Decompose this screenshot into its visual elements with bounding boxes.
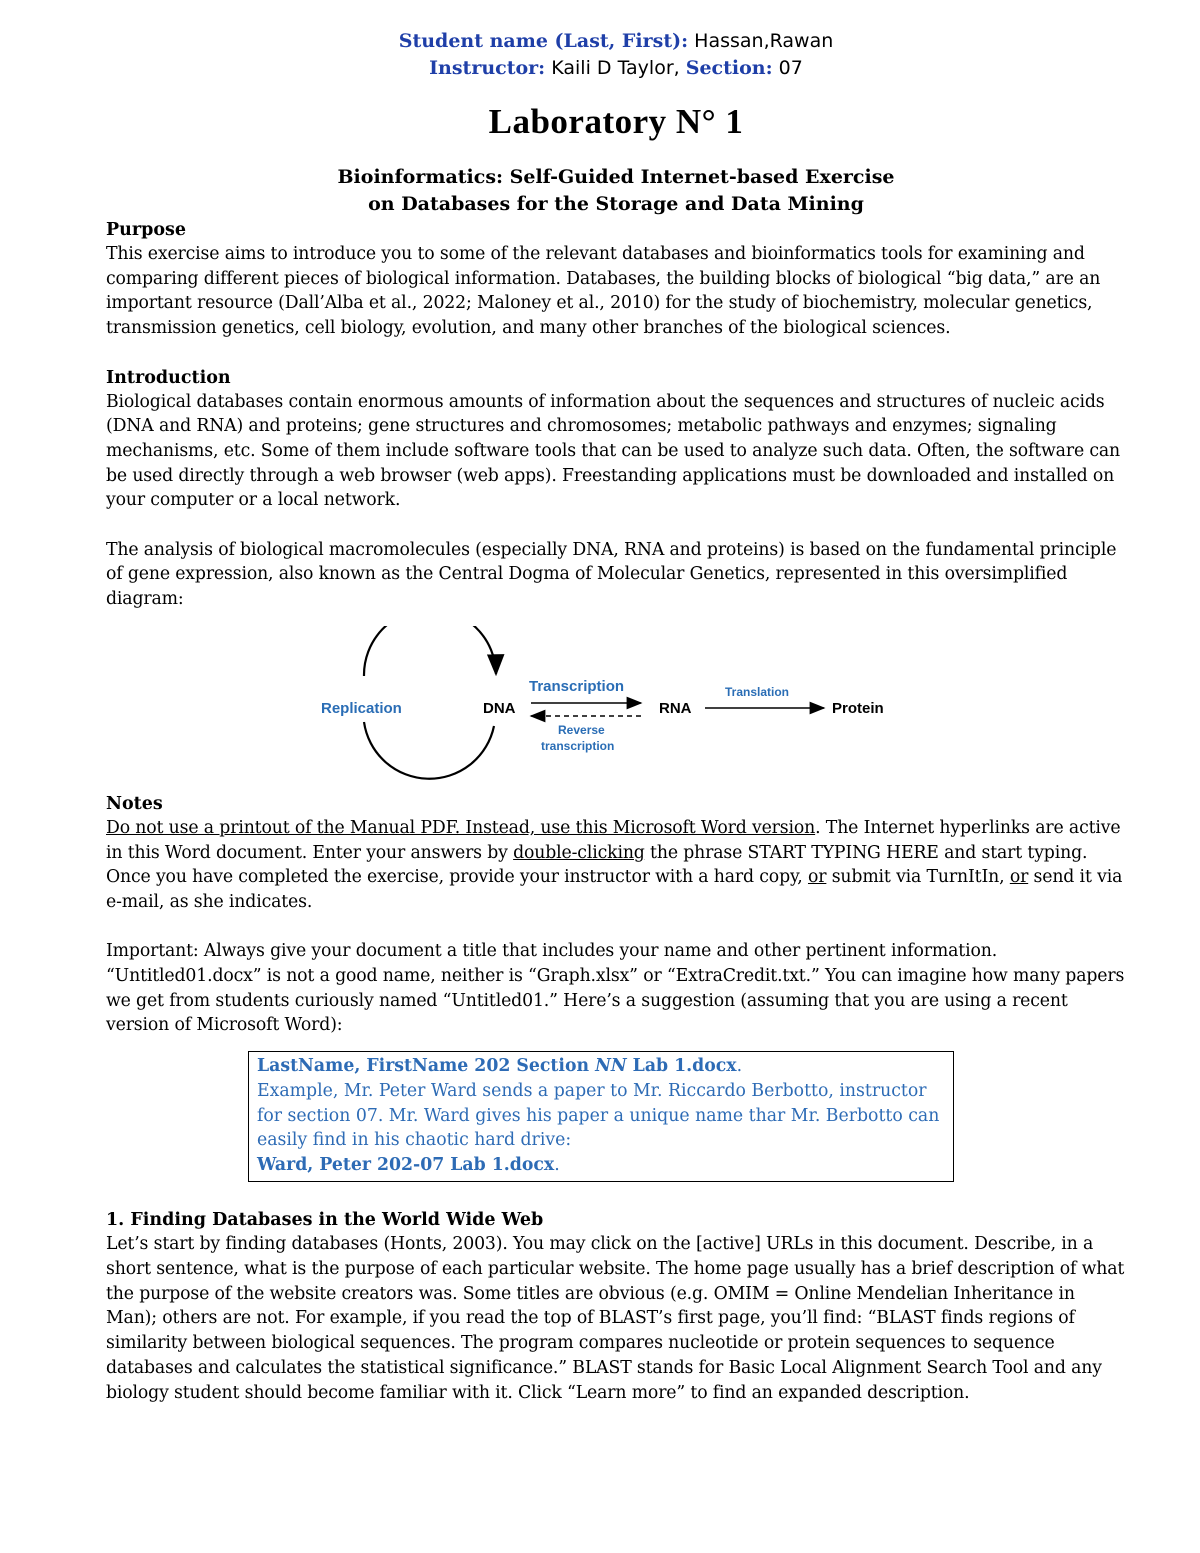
student-name-label: Student name (Last, First): (398, 30, 689, 52)
filename-example: Ward, Peter 202-07 Lab 1.docx. (257, 1154, 560, 1175)
filename-example-text: Example, Mr. Peter Ward sends a paper to Mr. Riccardo Berbotto, instructor for section 07. Mr. Ward gives his paper a unique name thar Mr. Berbotto can easily find in his chaotic hard drive: (257, 1080, 940, 1151)
notes-text: Do not use a printout of the Manual PDF. Instead, use this Microsoft Word version. The Internet hyperlinks are active in this Word document. Enter your answers by double-clicking the phrase START TYPING HERE and start typing. Once you have completed the exercise, provide your instructor with a hard copy, or submit via TurnItIn, or send it via e-mail, as she indicates. (106, 817, 1123, 912)
or-underlined-1: or (807, 867, 827, 888)
word-version-link[interactable]: Do not use a printout of the Manual PDF. Instead, use this Microsoft Word version (106, 817, 816, 838)
translation-label: Translation (725, 684, 790, 699)
protein-label: Protein (832, 699, 884, 717)
replication-label: Replication (321, 699, 402, 717)
section-1-heading: 1. Finding Databases in the World Wide Web (106, 1209, 544, 1230)
student-name-value[interactable]: Hassan,Rawan (694, 30, 834, 52)
introduction-paragraph-1: Biological databases contain enormous amounts of information about the sequences and structures of nucleic acids (DNA and RNA) and proteins; gene structures and chromosomes; metabolic pathways and enzymes; signaling mechanisms, etc. Some of them include software tools that can be used to analyze such data. Often, the software can be used directly through a web browser (web apps). Freestanding applications must be downloaded and installed on your computer or a local network. (106, 391, 1121, 511)
reverse-label-2: transcription (541, 738, 615, 753)
introduction-paragraph-2: The analysis of biological macromolecules (especially DNA, RNA and proteins) is based on the fundamental principle of gene expression, also known as the Central Dogma of Molecular Genetics, represented in this oversimplified diagram: (106, 539, 1117, 610)
introduction-heading: Introduction (106, 367, 231, 388)
section-1-text: Let’s start by finding databases (Honts, 2003). You may click on the [active] URLs in this document. Describe, in a short sentence, what is the purpose of each particular website. The home page usually has a brief description of what the purpose of the website creators was. Some titles are obvious (e.g. OMIM = Online Mendelian Inheritance in Man); others are not. For example, if you read the top of BLAST’s first page, you’ll find: “BLAST finds regions of similarity between biological sequences. The program compares nucleotide or protein sequences to sequence databases and calculates the statistical significance.” BLAST stands for Basic Local Alignment Search Tool and any biology student should become familiar with it. Click “Learn more” to find an expanded description. (106, 1234, 1125, 1403)
replication-arc-bottom (364, 722, 494, 779)
page-title: Laboratory N° 1 (488, 102, 744, 141)
double-clicking-text: double-clicking (513, 842, 645, 863)
subtitle-line-1: Bioinformatics: Self-Guided Internet-based Exercise (337, 166, 895, 188)
purpose-heading: Purpose (106, 220, 186, 240)
reverse-label-1: Reverse (558, 722, 605, 737)
instructor-line (106, 55, 1126, 82)
purpose-text: This exercise aims to introduce you to some of the relevant databases and bioinformatics tools for examining and comparing different pieces of biological information. Databases, the building blocks of biological “big data,” are an important resource (Dall’Alba et al., 2022; Maloney et al., 2010) for the study of biochemistry, molecular genetics, transmission genetics, cell biology, evolution, and many other branches of the biological sciences. (106, 244, 1101, 339)
replication-arc-top (364, 626, 496, 676)
or-underlined-2: or (1009, 867, 1029, 888)
subtitle (106, 164, 1126, 218)
instructor-value[interactable]: Kaili D Taylor (551, 57, 674, 79)
document-page (106, 28, 1126, 1405)
filename-template: LastName, FirstName 202 Section NN Lab 1.docx. (257, 1056, 743, 1077)
section-value[interactable]: 07 (778, 57, 803, 79)
central-dogma-diagram (106, 626, 1126, 786)
rna-label: RNA (659, 699, 692, 717)
notes-heading: Notes (106, 793, 163, 814)
transcription-label: Transcription (529, 677, 625, 695)
student-line (106, 28, 1126, 55)
subtitle-line-2: on Databases for the Storage and Data Mining (368, 193, 864, 215)
important-text: Important: Always give your document a title that includes your name and other pertinent information. “Untitled01.docx” is not a good name, neither is “Graph.xlsx” or “ExtraCredit.txt.” You can imagine how many papers we get from students curiously named “Untitled01.” Here’s a suggestion (assuming that you are using a recent version of Microsoft Word): (106, 941, 1125, 1036)
central-dogma-svg (106, 626, 1126, 786)
section-separator: , (673, 57, 686, 79)
section-label: Section: (685, 57, 773, 79)
instructor-label: Instructor: (429, 57, 546, 79)
filename-example-box (248, 1051, 954, 1182)
dna-label: DNA (483, 699, 516, 717)
